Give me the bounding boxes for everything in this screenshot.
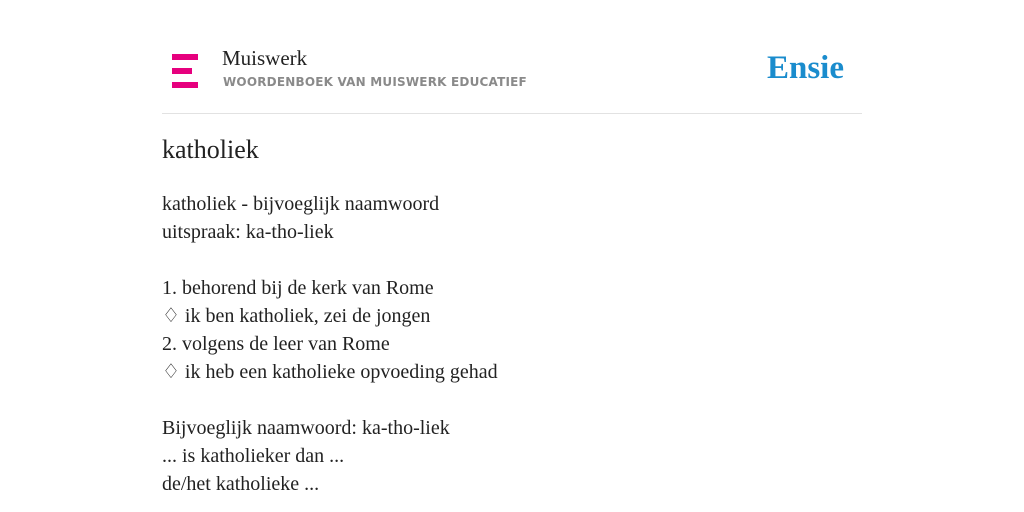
definition-line: katholiek - bijvoeglijk naamwoord [162, 193, 440, 215]
sense-1-example: ♢ ik ben katholiek, zei de jongen [162, 305, 431, 327]
page-title: katholiek [162, 135, 259, 164]
grammar-title: Bijvoeglijk naamwoord: ka-tho-liek [162, 417, 450, 439]
sense-1: 1. behorend bij de kerk van Rome [162, 277, 434, 299]
site-name[interactable]: Muiswerk [222, 46, 308, 70]
ensie-brand-logo[interactable]: Ensie [766, 50, 844, 86]
spacer [162, 386, 862, 414]
e-logo-icon[interactable] [172, 54, 200, 88]
spacer [162, 246, 862, 274]
pronunciation: uitspraak: ka-tho-liek [162, 221, 334, 243]
sense-2-example: ♢ ik heb een katholieke opvoeding gehad [162, 361, 498, 383]
inflected-form: de/het katholieke ... [162, 473, 320, 495]
site-subtitle: WOORDENBOEK VAN MUISWERK EDUCATIEF [223, 75, 527, 89]
sense-2: 2. volgens de leer van Rome [162, 333, 390, 355]
site-header [162, 36, 862, 114]
comparative-form: ... is katholieker dan ... [162, 445, 345, 467]
dictionary-entry [162, 190, 862, 498]
